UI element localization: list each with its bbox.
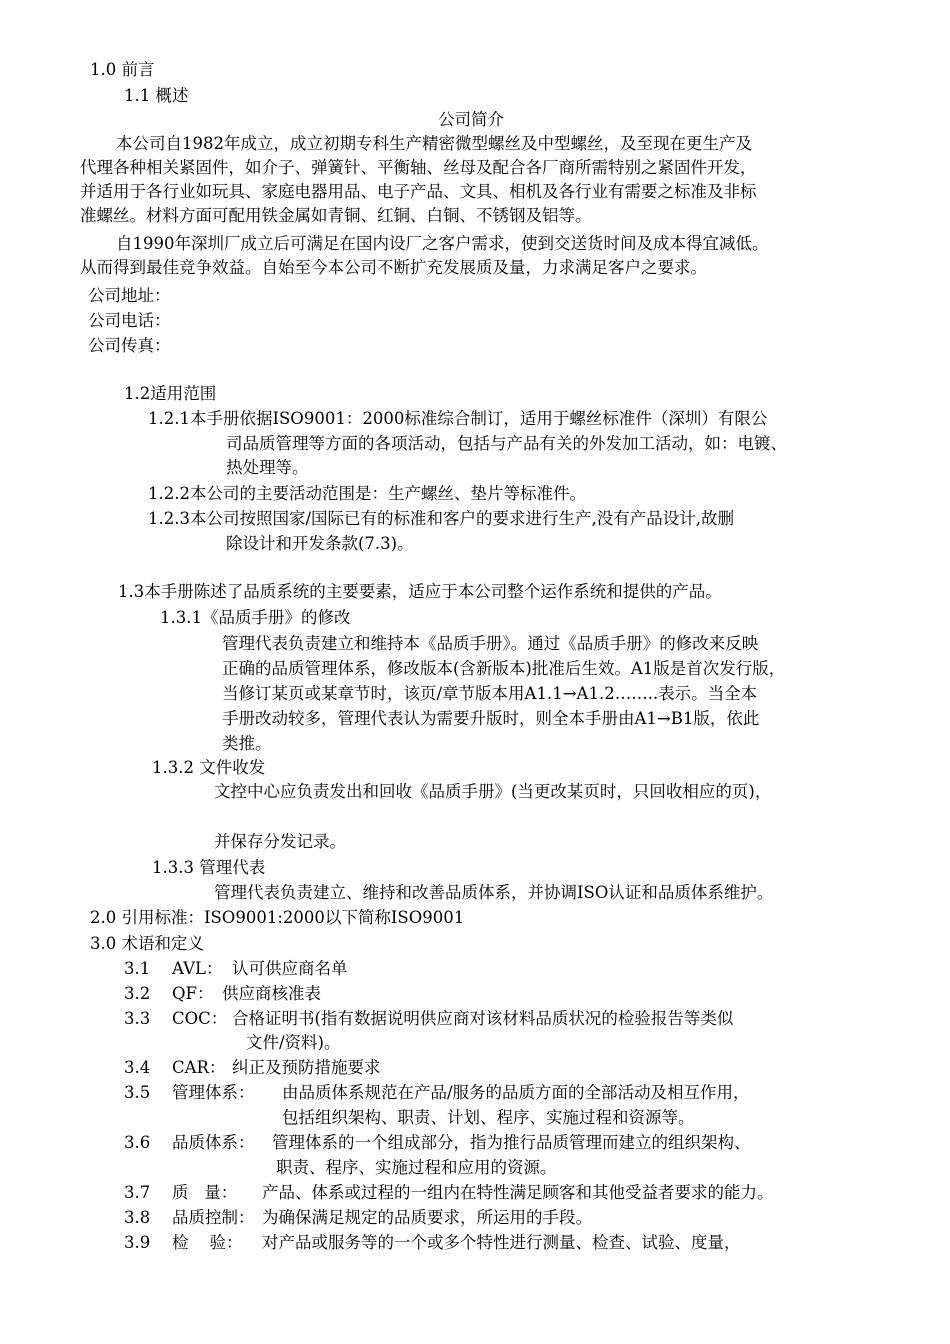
clause-1-3: 1.3本手册陈述了品质系统的主要要素，适应于本公司整个运作系统和提供的产品。 — [118, 582, 722, 601]
clause-1-2-2: 1.2.2本公司的主要活动范围是：生产螺丝、垫片等标准件。 — [148, 484, 586, 503]
term-number: 3.5 — [124, 1083, 151, 1102]
company-fax-label: 公司传真： — [88, 336, 171, 355]
term-name: 检 验： — [172, 1233, 243, 1252]
term-definition: 由品质体系规范在产品/服务的品质方面的全部活动及相互作用， — [282, 1083, 750, 1102]
clause-1-2-3-line2: 除设计和开发条款(7.3)。 — [226, 534, 414, 553]
term-definition-cont: 文件/资料)。 — [246, 1033, 341, 1052]
term-name: CAR： — [172, 1058, 226, 1077]
section-1-2-heading: 1.2适用范围 — [124, 384, 217, 403]
section-1-1-heading: 1.1 概述 — [124, 86, 189, 105]
term-name: 质 量： — [172, 1183, 238, 1202]
clause-1-3-3-heading: 1.3.3 管理代表 — [152, 858, 266, 877]
clause-1-3-3-body: 管理代表负责建立、维持和改善品质体系，并协调ISO认证和品质体系维护。 — [214, 883, 774, 902]
term-definition-cont: 职责、程序、实施过程和应用的资源。 — [276, 1158, 557, 1177]
company-address-label: 公司地址： — [88, 286, 171, 305]
clause-1-2-3-line1: 1.2.3本公司按照国家/国际已有的标准和客户的要求进行生产,没有产品设计,故删 — [148, 509, 735, 528]
intro-para1-line2: 代理各种相关紧固件，如介子、弹簧针、平衡轴、丝母及配合各厂商所需特别之紧固件开发， — [80, 158, 757, 177]
term-name: 品质体系： — [172, 1133, 255, 1152]
term-definition: 供应商核准表 — [222, 984, 321, 1003]
clause-1-3-1-line4: 手册改动较多，管理代表认为需要升版时，则全本手册由A1→B1版，依此 — [222, 709, 760, 728]
section-2-heading: 2.0 引用标准：ISO9001:2000以下简称ISO9001 — [90, 908, 465, 927]
clause-1-3-1-line3: 当修订某页或某章节时，该页/章节版本用A1.1→A1.2……..表示。当全本 — [222, 684, 758, 703]
clause-1-2-1-line3: 热处理等。 — [226, 458, 309, 477]
term-definition: 合格证明书(指有数据说明供应商对该材料品质状况的检验报告等类似 — [232, 1009, 734, 1028]
term-number: 3.4 — [124, 1058, 151, 1077]
term-number: 3.7 — [124, 1183, 151, 1202]
clause-1-2-1-line2: 司品质管理等方面的各项活动，包括与产品有关的外发加工活动，如：电镀、 — [226, 434, 787, 453]
term-name: 管理体系： — [172, 1083, 255, 1102]
term-definition: 纠正及预防措施要求 — [232, 1058, 381, 1077]
term-definition: 产品、体系或过程的一组内在特性满足顾客和其他受益者要求的能力。 — [262, 1183, 774, 1202]
intro-para2-line2: 从而得到最佳竞争效益。自始至今本公司不断扩充发展质及量，力求满足客户之要求。 — [80, 258, 707, 277]
term-definition: 认可供应商名单 — [232, 959, 348, 978]
clause-1-3-2-heading: 1.3.2 文件收发 — [152, 758, 266, 777]
clause-1-3-1-line5: 类推。 — [222, 734, 272, 753]
clause-1-2-1-line1: 1.2.1本手册依据ISO9001：2000标准综合制订，适用于螺丝标准件（深圳）有限公 — [148, 409, 768, 428]
section-1-heading: 1.0 前言 — [90, 60, 155, 79]
term-definition: 管理体系的一个组成部分，指为推行品质管理而建立的组织架构、 — [272, 1133, 751, 1152]
term-name: AVL： — [172, 959, 223, 978]
term-name: COC： — [172, 1009, 228, 1028]
clause-1-3-1-line1: 管理代表负责建立和维持本《品质手册》。通过《品质手册》的修改来反映 — [222, 634, 759, 653]
term-number: 3.1 — [124, 959, 151, 978]
term-definition-cont: 包括组织架构、职责、计划、程序、实施过程和资源等。 — [282, 1108, 695, 1127]
term-number: 3.9 — [124, 1233, 151, 1252]
term-definition: 为确保满足规定的品质要求，所运用的手段。 — [262, 1208, 592, 1227]
company-intro-title: 公司简介 — [438, 110, 504, 129]
company-phone-label: 公司电话： — [88, 311, 171, 330]
intro-para2-line1: 自1990年深圳厂成立后可满足在国内设厂之客户需求，使到交送货时间及成本得宜减低。 — [116, 234, 769, 253]
intro-para1-line4: 准螺丝。材料方面可配用铁金属如青铜、红铜、白铜、不锈钢及铝等。 — [80, 206, 592, 225]
clause-1-3-1-line2: 正确的品质管理体系，修改版本(含新版本)批准后生效。A1版是首次发行版， — [222, 659, 786, 678]
term-number: 3.3 — [124, 1009, 151, 1028]
term-name: QF： — [172, 984, 214, 1003]
clause-1-3-1-heading: 1.3.1《品质手册》的修改 — [160, 608, 351, 627]
term-number: 3.8 — [124, 1208, 151, 1227]
term-name: 品质控制： — [172, 1208, 255, 1227]
term-definition: 对产品或服务等的一个或多个特性进行测量、检查、试验、度量， — [262, 1233, 741, 1252]
clause-1-3-2-line2: 并保存分发记录。 — [214, 832, 346, 851]
clause-1-3-2-line1: 文控中心应负责发出和回收《品质手册》(当更改某页时，只回收相应的页)， — [214, 782, 772, 801]
term-number: 3.6 — [124, 1133, 151, 1152]
intro-para1-line3: 并适用于各行业如玩具、家庭电器用品、电子产品、文具、相机及各行业有需要之标准及非标 — [80, 182, 757, 201]
term-number: 3.2 — [124, 984, 151, 1003]
intro-para1-line1: 本公司自1982年成立，成立初期专科生产精密微型螺丝及中型螺丝，及至现在更生产及 — [116, 134, 752, 153]
section-3-heading: 3.0 术语和定义 — [90, 934, 204, 953]
